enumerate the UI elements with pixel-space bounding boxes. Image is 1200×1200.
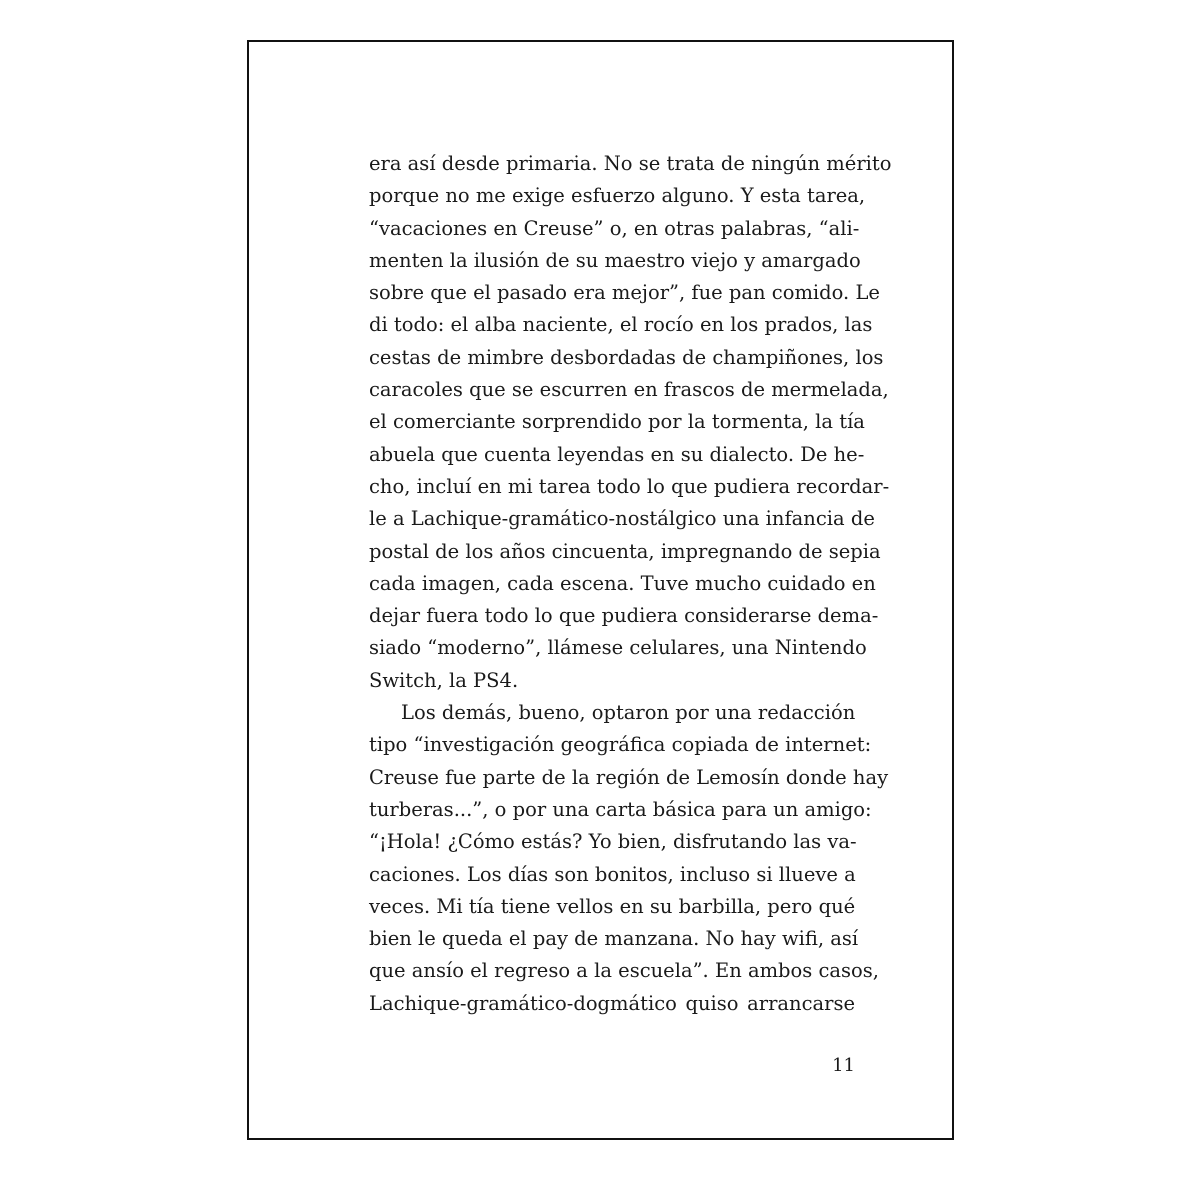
text-line: cada imagen, cada escena. Tuve mucho cuidado en (369, 571, 876, 595)
text-line: di todo: el alba naciente, el rocío en los prados, las (369, 313, 873, 337)
text-line: veces. Mi tía tiene vellos en su barbilla, pero qué (369, 894, 856, 918)
text-line: era así desde primaria. No se trata de ningún mérito (369, 152, 892, 175)
text-line: caciones. Los días son bonitos, incluso si llueve a (369, 862, 856, 886)
text-line: dejar fuera todo lo que pudiera considerarse dema- (369, 604, 879, 628)
text-line: Lachique-gramático-dogmático quiso arrancarse (369, 991, 855, 1015)
text-line: menten la ilusión de su maestro viejo y amargado (369, 248, 861, 272)
text-line: tipo “investigación geográfica copiada de internet: (369, 733, 872, 757)
book-page (247, 40, 954, 1140)
text-line: turberas...”, o por una carta básica para un amigo: (369, 797, 872, 821)
text-line: caracoles que se escurren en frascos de mermelada, (369, 378, 889, 402)
text-line: cho, incluí en mi tarea todo lo que pudiera recordar- (369, 474, 890, 498)
text-line: abuela que cuenta leyendas en su dialecto. De he- (369, 442, 865, 466)
text-line: siado “moderno”, llámese celulares, una Nintendo (369, 636, 867, 660)
text-line: le a Lachique-gramático-nostálgico una infancia de (369, 507, 875, 531)
text-line: el comerciante sorprendido por la tormenta, la tía (369, 410, 865, 434)
text-line: bien le queda el pay de manzana. No hay wifi, así (369, 927, 859, 951)
text-line: “vacaciones en Creuse” o, en otras palabras, “ali- (369, 216, 860, 240)
paragraph-2 (369, 697, 889, 1020)
page-number: 11 (832, 1055, 855, 1076)
paragraph-1 (369, 148, 892, 697)
text-line: cestas de mimbre desbordadas de champiñones, los (369, 345, 884, 369)
text-line: Creuse fue parte de la región de Lemosín donde hay (369, 765, 889, 789)
text-line: porque no me exige esfuerzo alguno. Y esta tarea, (369, 184, 866, 208)
text-line: sobre que el pasado era mejor”, fue pan comido. Le (369, 281, 880, 305)
text-line: Los demás, bueno, optaron por una redacción (401, 701, 856, 725)
text-line: “¡Hola! ¿Cómo estás? Yo bien, disfrutando las va- (369, 830, 857, 854)
text-line: que ansío el regreso a la escuela”. En ambos casos, (369, 959, 879, 983)
body-text (369, 148, 892, 1020)
text-line: Switch, la PS4. (369, 668, 519, 692)
text-line: postal de los años cincuenta, impregnando de sepia (369, 539, 881, 563)
